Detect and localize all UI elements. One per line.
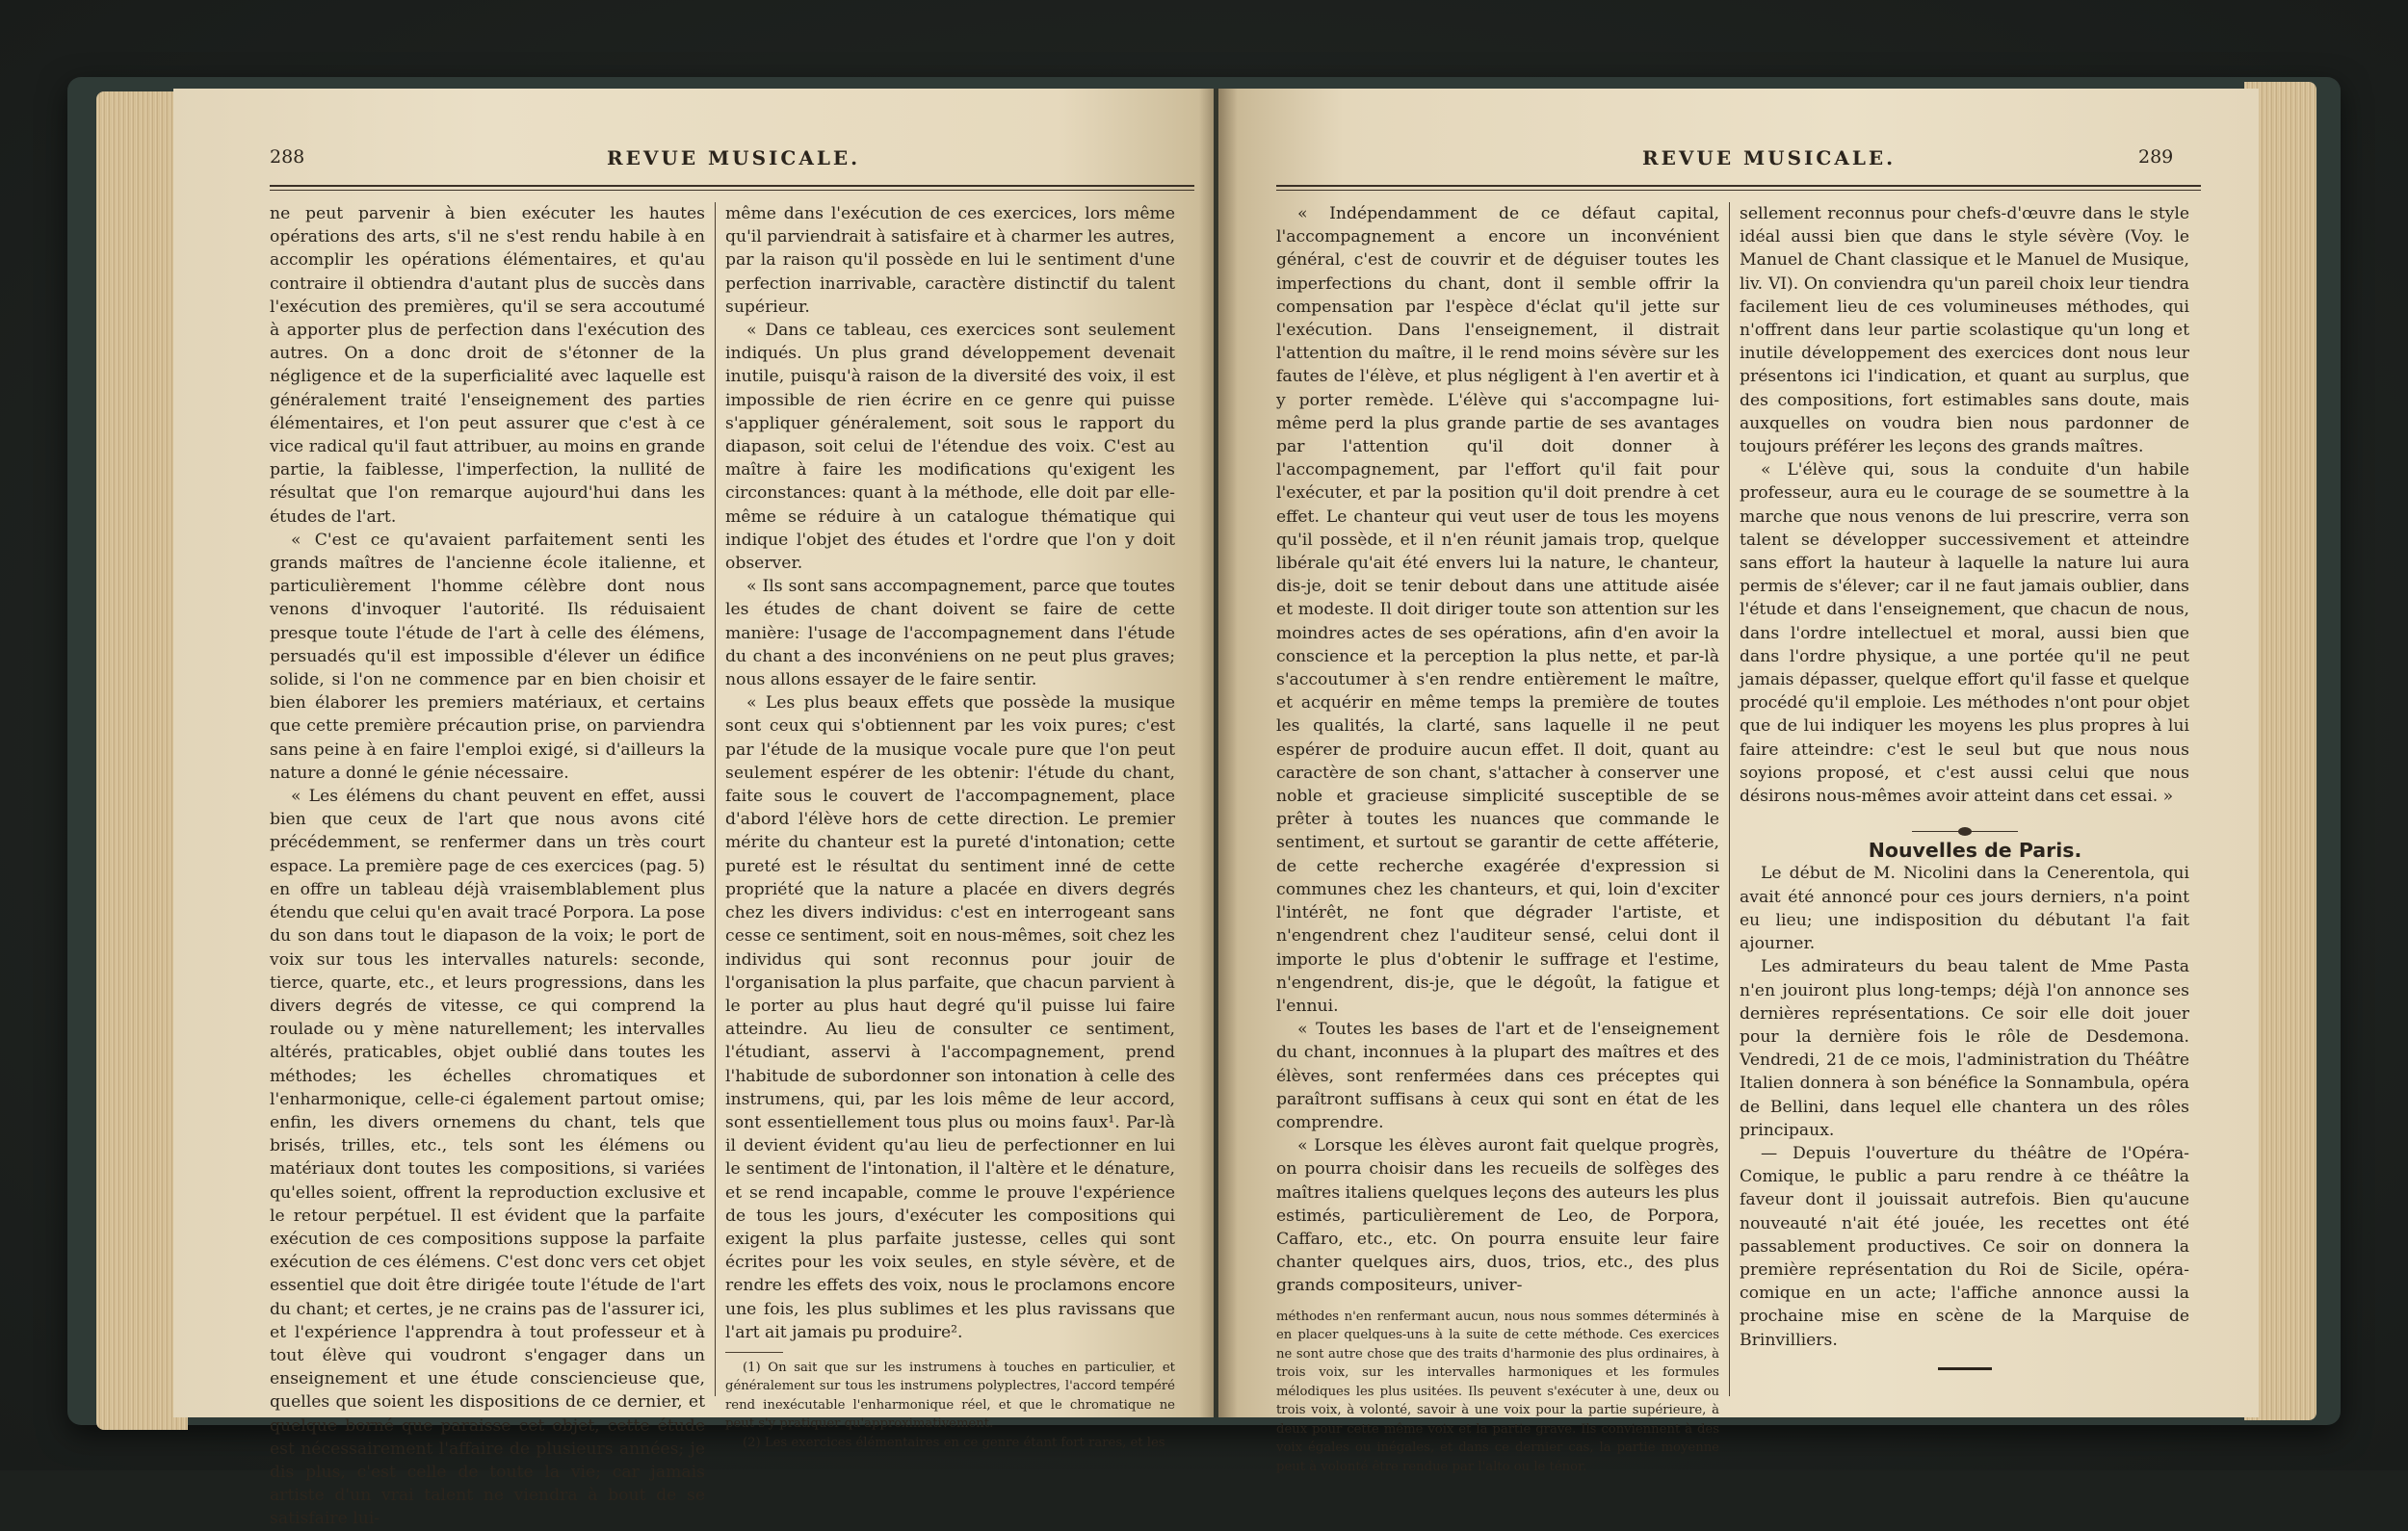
right-column-2	[1740, 202, 2189, 1396]
end-rule	[1938, 1367, 1992, 1370]
paragraph: « Indépendamment de ce défaut capital, l'accompagnement a encore un inconvénient général, c'est de couvrir et de déguiser toutes les imperfections du chant, dont il semble offrir la compensation par l'espèce d'éclat qu'il jette sur l'exécution. Dans l'enseignement, il distrait l'attention du maître, il le rend moins sévère sur les fautes de l'élève, et plus négligent à l'en avertir et à y porter remède. L'élève qui s'accompagne lui-même perd la plus grande partie de ses avantages par l'attention qu'il doit donner à l'accompagnement, par l'effort qu'il fait pour l'exécuter, et par la position qu'il doit prendre à cet effet. Le chanteur qui veut user de tous les moyens qu'il possède, et il n'en réunit jamais trop, quelque libérale qu'ait été envers lui la nature, le chanteur, dis-je, doit se tenir debout dans une attitude aisée et modeste. Il doit diriger toute son attention sur les moindres actes de ses opérations, afin d'en avoir la conscience et la perception la plus nette, et par-là s'accoutumer à s'en rendre entièrement le maître, et acquérir en même temps la première de toutes les qualités, la clarté, sans laquelle il ne peut espérer de produire aucun effet. Il doit, quant au caractère de son chant, s'attacher à conserver une noble et gracieuse simplicité susceptible de se prêter à toutes les nuances que commande le sentiment, et surtout se garantir de cette afféterie, de cette recherche exagérée d'expression si communes chez les chanteurs, et qui, loin d'exciter l'intérêt, ne font que dégrader l'artiste, et n'engendrent chez l'auditeur sensé, celui dont il importe le plus d'obtenir le suffrage et l'estime, n'engendrent, dis-je, que le dégoût, la fatigue et l'ennui.	[1276, 204, 1719, 1016]
running-title: REVUE MUSICALE.	[607, 146, 861, 169]
right-column-1	[1276, 202, 1719, 1474]
paragraph: « L'élève qui, sous la conduite d'un habile professeur, aura eu le courage de se soumettre à la marche que nous venons de lui prescrire, verra son talent se développer successivement et atteindre sans effort la hauteur à laquelle la nature lui aura permis de s'élever; car il ne faut jamais oublier, dans l'étude et dans l'enseignement, que chacun de nous, dans l'ordre intellectuel et moral, aussi bien que dans l'ordre physique, a une portée qu'il ne peut jamais dépasser, quelque effort qu'il fasse et quelque procédé qu'il emploie. Les méthodes n'ont pour objet que de lui indiquer les moyens les plus propres à lui faire atteindre: c'est le seul but que nous nous soyions proposé, et c'est aussi celui que nous désirons nous-mêmes avoir atteint dans cet essai. »	[1740, 460, 2189, 807]
footnote: (2) Les exercices élémentaires en ce genre étant fort rares, et les	[743, 1435, 1165, 1450]
left-column-1	[270, 202, 705, 1529]
news-item: Les admirateurs du beau talent de Mme Pasta n'en jouiront plus long-temps; déjà l'on annonce ses dernières représentations. Ce soir elle doit jouer pour la dernière fois le rôle de Desdemona. Vendredi, 21 de ce mois, l'administration du Théâtre Italien donnera à son bénéfice la Sonnambula, opéra de Bellini, dans lequel elle chantera un des rôles principaux.	[1740, 957, 2189, 1140]
column-divider	[715, 202, 716, 1396]
footnote: (1) On sait que sur les instrumens à touches en particulier, et généralement sur tous les instrumens polyplectres, l'accord tempéré rend inexécutable l'enharmonique réel, et que le chromatique ne peut s'y pratiquer qu'approximativement.	[725, 1360, 1175, 1432]
left-running-head	[173, 146, 1214, 185]
right-page	[1218, 89, 2259, 1474]
page-number: 288	[270, 146, 305, 168]
paragraph: « Lorsque les élèves auront fait quelque progrès, on pourra choisir dans les recueils de solfèges des maîtres italiens quelques leçons des auteurs les plus estimés, particulièrement de Leo, de Porpora, Caffaro, etc., etc. On pourra ensuite leur faire chanter quelques airs, duos, trios, etc., des plus grands compositeurs, univer-	[1276, 1136, 1719, 1296]
footnotes	[725, 1359, 1175, 1453]
news-item: — Depuis l'ouverture du théâtre de l'Opéra-Comique, le public a paru rendre à ce théâtre la faveur dont il jouissait autrefois. Bien qu'aucune nouveauté n'ait été jouée, les recettes ont été passablement productives. Ce soir on donnera la première représentation du Roi de Sicile, opéra-comique en un acte; l'affiche annonce aussi la prochaine mise en scène de la Marquise de Brinvilliers.	[1740, 1143, 2189, 1350]
paragraph: même dans l'exécution de ces exercices, lors même qu'il parviendrait à satisfaire et à charmer les autres, par la raison qu'il possède en lui le sentiment d'une perfection inarrivable, caractère distinctif du talent supérieur.	[725, 204, 1175, 317]
paragraph: « Les plus beaux effets que possède la musique sont ceux qui s'obtiennent par les voix pures; c'est par l'étude de la musique vocale pure que l'on peut seulement espérer de les obtenir: l'étude du chant, faite sous le couvert de l'accompagnement, place d'abord l'élève hors de cette direction. Le premier mérite du chanteur est la pureté d'intonation; cette pureté est le résultat du sentiment inné de cette propriété que la nature a placée en divers degrés chez les divers individus: c'est en interrogeant sans cesse ce sentiment, soit en nous-mêmes, soit chez les individus qui sont reconnus pour jouir de l'organisation la plus parfaite, que chacun parvient à le porter au plus haut degré qu'il puisse lui faire atteindre. Au lieu de consulter ce sentiment, l'étudiant, asservi à l'accompagnement, prend l'habitude de subordonner son intonation à celle des instrumens, qui, par les lois même de leur accord, sont essentiellement tous plus ou moins faux¹. Par-là il devient évident qu'au lieu de perfectionner en lui le sentiment de l'intonation, il l'altère et le dénature, et se rend incapable, comme le prouve l'expérience de tous les jours, d'exécuter les compositions qui exigent la plus parfaite justesse, celles qui sont écrites pour les voix seules, en style sévère, et de rendre les effets des voix, nous le proclamons encore une fois, les plus sublimes et les plus ravissans que l'art ait jamais pu produire².	[725, 693, 1175, 1342]
section-title: Nouvelles de Paris.	[1868, 839, 2082, 863]
header-rule	[270, 185, 1194, 187]
paragraph: « Toutes les bases de l'art et de l'enseignement du chant, inconnues à la plupart des maîtres et des élèves, sont renfermées dans ces préceptes qui paraîtront suffisans à ceux qui sont en état de les comprendre.	[1276, 1020, 1719, 1132]
header-rule	[1276, 185, 2201, 187]
paragraph: « Les élémens du chant peuvent en effet, aussi bien que ceux de l'art que nous avons cité précédemment, se renfermer dans un très court espace. La première page de ces exercices (pag. 5) en offre un tableau déjà vraisemblablement plus étendu que celui qu'en avait tracé Porpora. La pose du son dans tout le diapason de la voix; le port de voix sur tous les intervalles naturels: seconde, tierce, quarte, etc., et leurs progressions, dans les divers degrés de vitesse, ce qui comprend la roulade ou y mène naturellement; les intervalles altérés, praticables, objet oublié dans toutes les méthodes; les échelles chromatiques et l'enharmonique, celle-ci également partout omise; enfin, les divers ornemens du chant, tels que brisés, trilles, etc., tels sont les élémens ou matériaux dont toutes les compositions, si variées qu'elles soient, offrent la reproduction exclusive et le retour perpétuel. Il est évident que la parfaite exécution de ces compositions suppose la parfaite exécution de ces élémens. C'est donc vers cet objet essentiel que doit être dirigée toute l'étude de l'art du chant; et certes, je ne crains pas de l'assurer ici, et l'expérience l'apprendra à tout professeur et à tout élève qui voudront s'engager dans un enseignement et une étude consciencieuse que, quelles que soient les dispositions de ce dernier, et quelque borné que paraisse cet objet, cette étude est nécessairement l'affaire de plusieurs années; je dis plus, c'est celle de toute la vie; car jamais artiste d'un vrai talent ne viendra à bout de se satisfaire lui-	[270, 787, 705, 1529]
page-number: 289	[2138, 146, 2174, 168]
paragraph: « Dans ce tableau, ces exercices sont seulement indiqués. Un plus grand développement devenait inutile, puisqu'à raison de la diversité des voix, il est impossible de rien écrire en ce genre qui puisse s'appliquer généralement, soit sous le rapport du diapason, soit celui de l'étendue des voix. C'est au maître à faire les modifications qu'exigent les circonstances: quant à la méthode, elle doit par elle-même se réduire à un catalogue thématique qui indique l'objet des études et l'ordre que l'on y doit observer.	[725, 321, 1175, 574]
footnote: méthodes n'en renfermant aucun, nous nous sommes déterminés à en placer quelques-uns à la suite de cette méthode. Ces exercices ne sont autre chose que des traits d'harmonie des plus ordinaires, à trois voix, sur les intervalles harmoniques et les formules mélodiques les plus usitées. Ils peuvent s'exécuter à une, deux ou trois voix, à volonté, savoir à une voix pour la partie supérieure, à deux pour cette même voix et la partie grave. Ils conviennent à des voix égales ou inégales, et dans ce dernier cas, la partie moyenne peut à volonté être rendue par l'alto ou le ténor.	[1276, 1309, 1719, 1474]
news-item: Le début de M. Nicolini dans la Cenerentola, qui avait été annoncé pour ces jours derniers, n'a point eu lieu; une indisposition du débutant l'a fait ajourner.	[1740, 864, 2189, 954]
ornament-divider	[1912, 825, 2018, 839]
paragraph: sellement reconnus pour chefs-d'œuvre dans le style idéal aussi bien que dans le style sévère (Voy. le Manuel de Chant classique et le Manuel de Musique, liv. VI). On conviendra qu'un pareil choix leur tiendra facilement lieu de ces volumineuses méthodes, qui n'offrent dans leur partie scolastique qu'un long et inutile développement des exercices dont nous leur présentons ici l'indication, et quant au surplus, que des compositions, fort estimables sans doute, mais auxquelles on voudra bien nous pardonner de toujours préférer les leçons des grands maîtres.	[1740, 204, 2189, 457]
footnote-continuation	[1276, 1308, 1719, 1477]
paragraph: « Ils sont sans accompagnement, parce que toutes les études de chant doivent se faire de cette manière: l'usage de l'accompagnement dans l'étude du chant a des inconvéniens on ne peut plus graves; nous allons essayer de le faire sentir.	[725, 577, 1175, 690]
footnote-rule	[725, 1352, 783, 1353]
header-rule-thin	[1276, 190, 2201, 191]
paragraph: ne peut parvenir à bien exécuter les hautes opérations des arts, s'il ne s'est rendu habile à en accomplir les opérations élémentaires, et qu'au contraire il obtiendra d'autant plus de succès dans l'exécution des premières, qu'il se sera accoutumé à apporter plus de perfection dans l'exécution des autres. On a donc droit de s'étonner de la négligence et de la superficialité avec laquelle est généralement traité l'enseignement des parties élémentaires, et l'on peut assurer que c'est à ce vice radical qu'il faut attribuer, au moins en grande partie, la faiblesse, l'imperfection, la nullité de résultat que l'on remarque aujourd'hui dans les études de l'art.	[270, 204, 705, 527]
paragraph: « C'est ce qu'avaient parfaitement senti les grands maîtres de l'ancienne école italienne, et particulièrement l'homme célèbre dont nous venons d'invoquer l'autorité. Ils réduisaient presque toute l'étude de l'art à celle des élémens, persuadés qu'il est impossible d'élever un édifice solide, si l'on ne commence par en bien choisir et bien élaborer les premiers matériaux, et certains que cette première précaution prise, on parviendra sans peine à en faire l'emploi exigé, si d'ailleurs la nature a donné le génie nécessaire.	[270, 530, 705, 783]
left-column-2	[725, 202, 1175, 1450]
right-running-head	[1218, 146, 2259, 185]
gutter-shadow	[1199, 89, 1238, 1417]
header-rule-thin	[270, 190, 1194, 191]
column-divider	[1729, 202, 1730, 1396]
running-title: REVUE MUSICALE.	[1642, 146, 1897, 169]
left-page	[173, 89, 1214, 1529]
